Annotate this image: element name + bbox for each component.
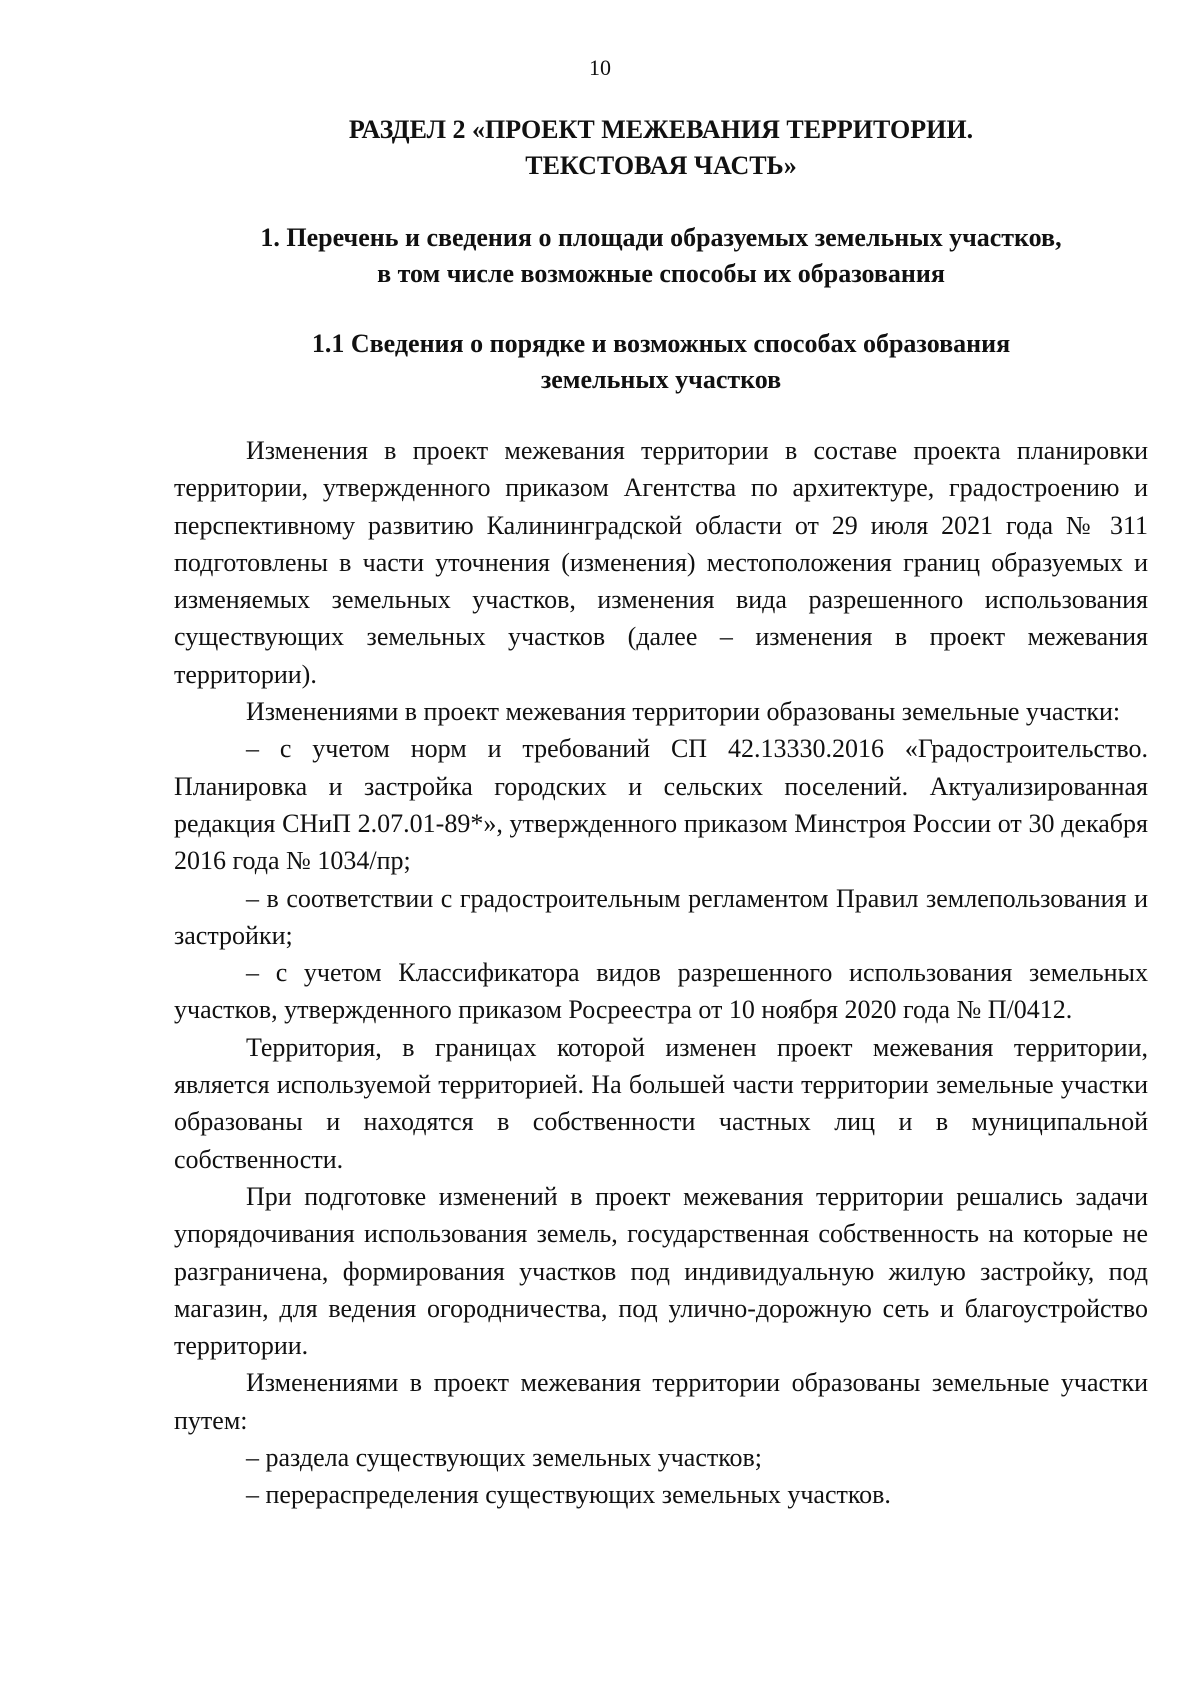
section-title-line: РАЗДЕЛ 2 «ПРОЕКТ МЕЖЕВАНИЯ ТЕРРИТОРИИ. <box>348 115 974 144</box>
heading-1-line: в том числе возможные способы их образования <box>377 259 945 288</box>
heading-1 <box>174 220 1148 292</box>
page-number: 10 <box>589 55 611 80</box>
page-content <box>174 112 1148 1514</box>
list-item: – с учетом Классификатора видов разрешенного использования земельных участков, утвержденного приказом Росреестра от 10 ноября 2020 года № П/0412. <box>174 958 1148 1025</box>
heading-1-1-line: 1.1 Сведения о порядке и возможных способах образования <box>311 329 1011 358</box>
paragraph: Изменениями в проект межевания территории образованы земельные участки путем: <box>174 1368 1148 1435</box>
heading-1-line: 1. Перечень и сведения о площади образуемых земельных участков, <box>260 223 1062 252</box>
paragraph: При подготовке изменений в проект межевания территории решались задачи упорядочивания использования земель, государственная собственность на которые не разграничена, формирования участков под индивидуальную жилую застройку, под магазин, для ведения огородничества, под улично-дорожную сеть и благоустройство территории. <box>174 1181 1148 1361</box>
paragraph: Территория, в границах которой изменен проект межевания территории, является используемой территорией. На большей части территории земельные участки образованы и находятся в собственности частных лиц и в муниципальной собственности. <box>174 1032 1148 1174</box>
list-item: – в соответствии с градостроительным регламентом Правил землепользования и застройки; <box>174 883 1148 950</box>
paragraph: Изменениями в проект межевания территории образованы земельные участки: <box>246 697 1121 727</box>
section-title <box>174 112 1148 184</box>
paragraph: Изменения в проект межевания территории в составе проекта планировки территории, утвержденного приказом Агентства по архитектуре, градостроению и перспективному развитию Калининградской области от 29 июля 2021 года № 311 подготовлены в части уточнения (изменения) местоположения границ образуемых и изменяемых земельных участков, изменения вида разрешенного использования существующих земельных участков (далее – изменения в проект межевания территории). <box>174 436 1148 689</box>
section-title-line: ТЕКСТОВАЯ ЧАСТЬ» <box>525 151 797 180</box>
list-item: – раздела существующих земельных участков; <box>246 1443 763 1473</box>
heading-1-1-line: земельных участков <box>540 365 782 394</box>
list-item: – с учетом норм и требований СП 42.13330.2016 «Градостроительство. Планировка и застройка городских и сельских поселений. Актуализированная редакция СНиП 2.07.01-89*», утвержденного приказом Минстроя России от 30 декабря 2016 года № 1034/пр; <box>174 734 1148 876</box>
list-item: – перераспределения существующих земельных участков. <box>246 1480 891 1510</box>
heading-1-1 <box>174 326 1148 398</box>
